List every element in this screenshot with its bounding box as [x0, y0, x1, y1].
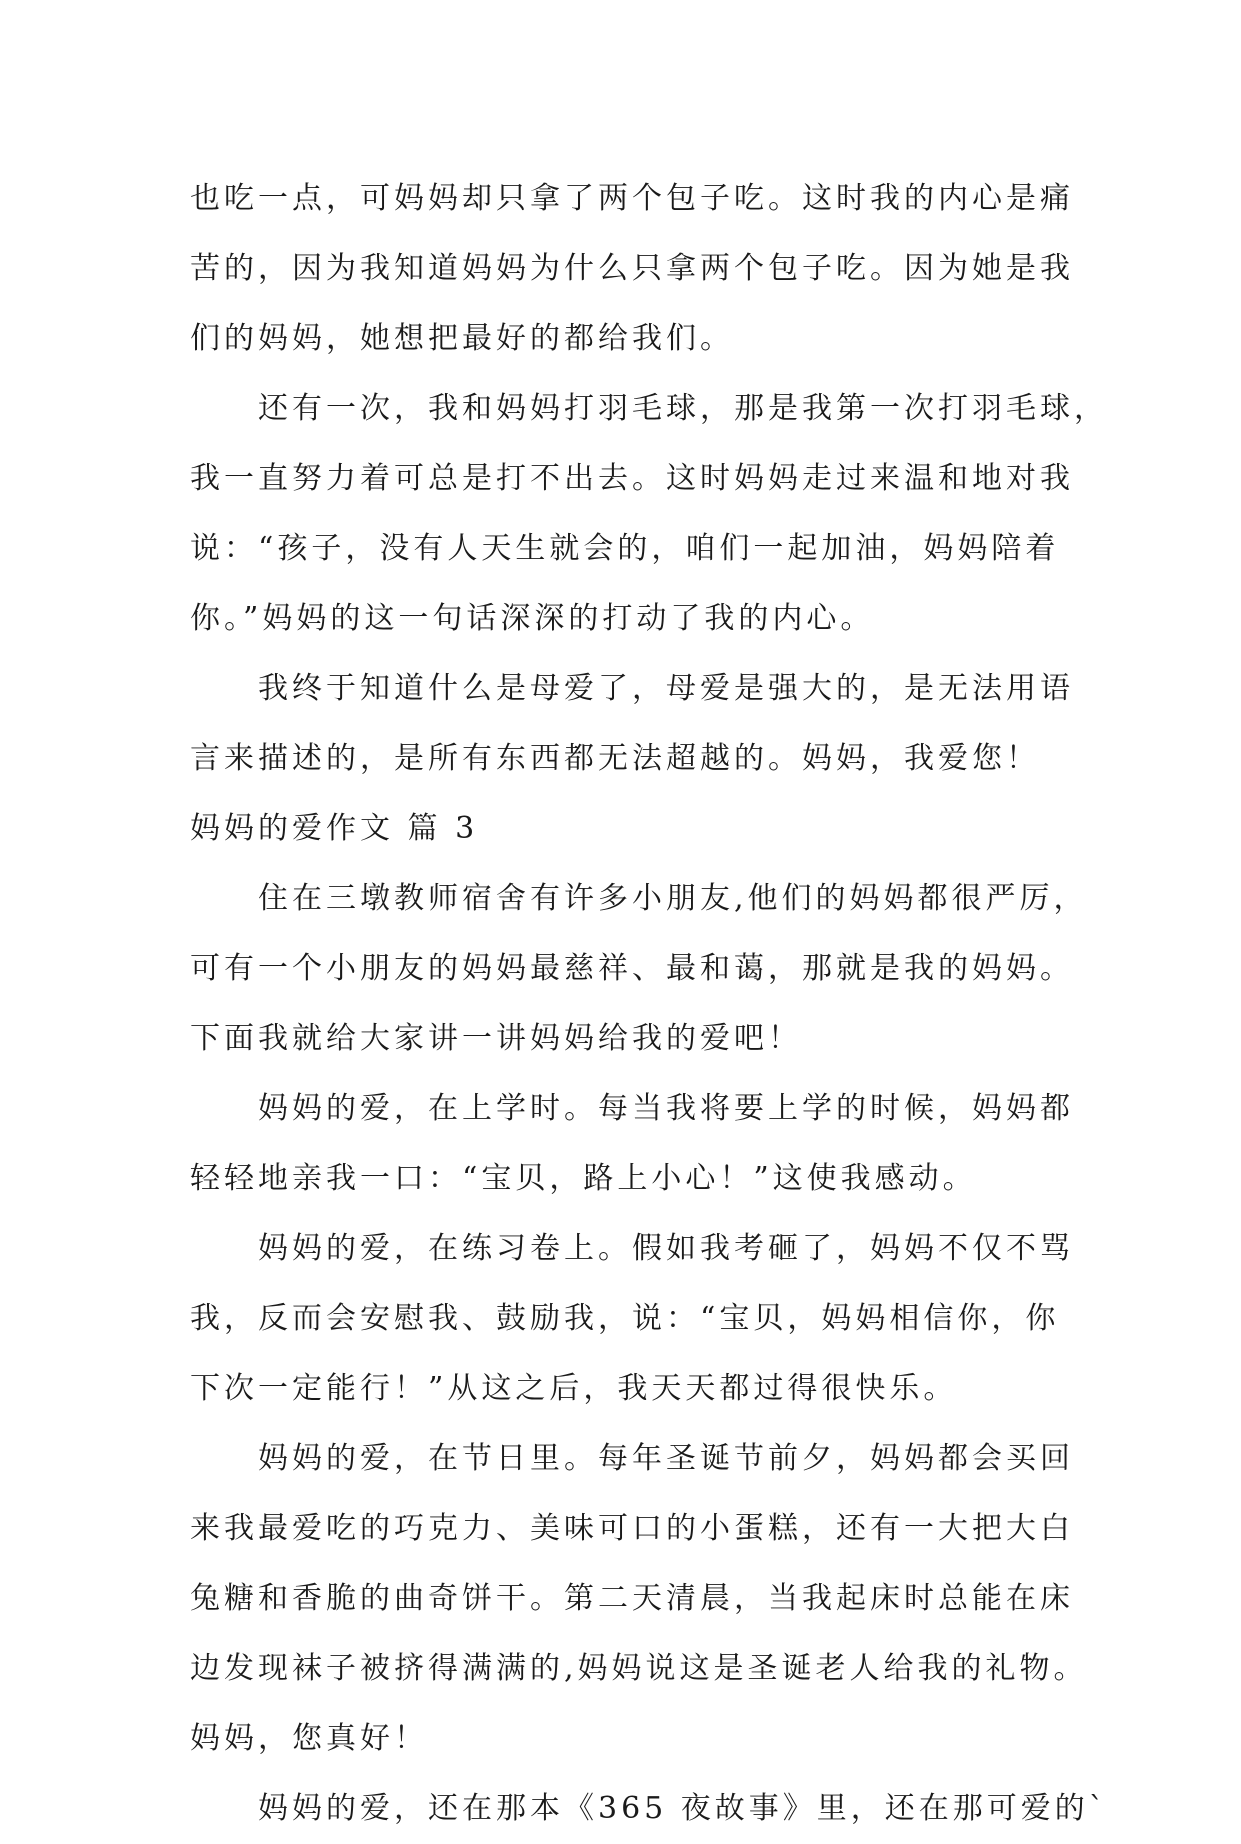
text-line: 言来描述的，是所有东西都无法超越的。妈妈，我爱您！ [190, 741, 1040, 776]
text-line: 也吃一点，可妈妈却只拿了两个包子吃。这时我的内心是痛 [190, 181, 1074, 216]
text-line: 住在三墩教师宿舍有许多小朋友,他们的妈妈都很严厉， [258, 881, 1088, 916]
document-body [190, 164, 1108, 1844]
text-line: 还有一次，我和妈妈打羽毛球，那是我第一次打羽毛球， [258, 391, 1108, 426]
text-line: 说：“孩子，没有人天生就会的，咱们一起加油，妈妈陪着 [190, 531, 1060, 566]
text-line: 妈妈的爱，还在那本《365 夜故事》里，还在那可爱的` [258, 1791, 1108, 1826]
text-line: 可有一个小朋友的妈妈最慈祥、最和蔼，那就是我的妈妈。 [190, 951, 1074, 986]
text-line: 们的妈妈，她想把最好的都给我们。 [190, 321, 734, 356]
text-line: 边发现袜子被挤得满满的,妈妈说这是圣诞老人给我的礼物。 [190, 1651, 1088, 1686]
text-line: 下次一定能行！”从这之后，我天天都过得很快乐。 [190, 1371, 958, 1406]
text-line: 妈妈的爱，在练习卷上。假如我考砸了，妈妈不仅不骂 [258, 1231, 1074, 1266]
text-line: 我一直努力着可总是打不出去。这时妈妈走过来温和地对我 [190, 461, 1074, 496]
text-line: 兔糖和香脆的曲奇饼干。第二天清晨，当我起床时总能在床 [190, 1581, 1074, 1616]
text-line: 你。”妈妈的这一句话深深的打动了我的内心。 [190, 601, 875, 636]
text-line: 苦的，因为我知道妈妈为什么只拿两个包子吃。因为她是我 [190, 251, 1074, 286]
text-line: 我终于知道什么是母爱了，母爱是强大的，是无法用语 [258, 671, 1074, 706]
text-line: 妈妈的爱，在上学时。每当我将要上学的时候，妈妈都 [258, 1091, 1074, 1126]
text-line: 下面我就给大家讲一讲妈妈给我的爱吧！ [190, 1021, 802, 1056]
text-line: 来我最爱吃的巧克力、美味可口的小蛋糕，还有一大把大白 [190, 1511, 1074, 1546]
text-line: 妈妈的爱，在节日里。每年圣诞节前夕，妈妈都会买回 [258, 1441, 1074, 1476]
section-heading: 妈妈的爱作文 篇 3 [190, 811, 479, 846]
text-line: 妈妈，您真好！ [190, 1721, 428, 1756]
text-line: 我，反而会安慰我、鼓励我，说：“宝贝，妈妈相信你，你 [190, 1301, 1060, 1336]
text-line: 轻轻地亲我一口：“宝贝，路上小心！”这使我感动。 [190, 1161, 977, 1196]
